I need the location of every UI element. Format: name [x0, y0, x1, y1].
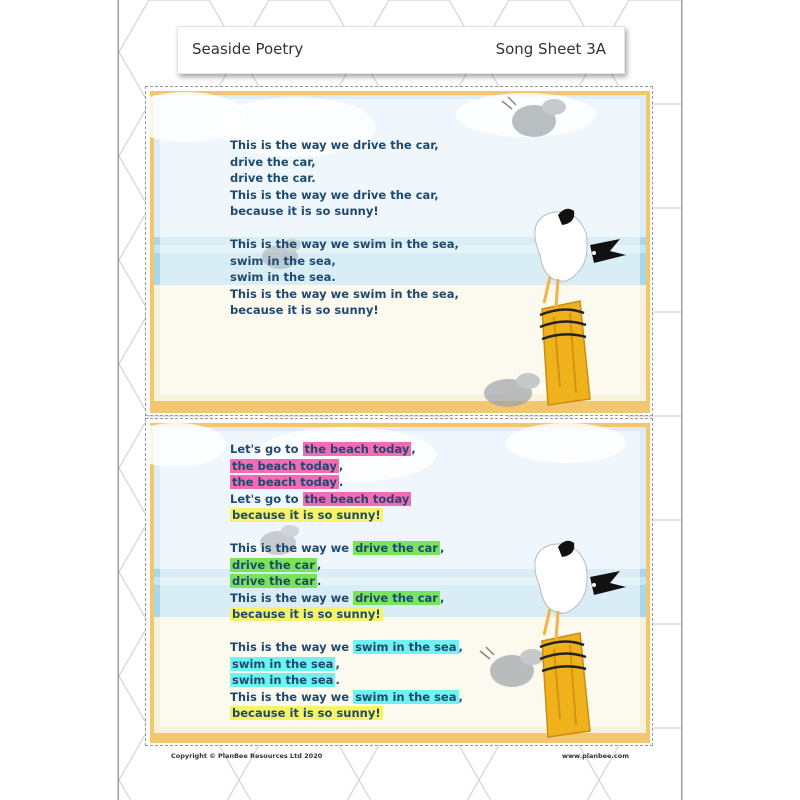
verse-line: swim in the sea,	[230, 253, 336, 268]
verse-line: drive the car.	[230, 171, 316, 185]
highlight-cyan: swim in the sea	[232, 673, 334, 687]
verse-line: drive the car .	[232, 574, 322, 588]
highlight-pink: the beach today	[232, 475, 337, 489]
highlight-yellow: because it is so sunny!	[232, 607, 381, 621]
verse-line: swim in the sea ,	[232, 656, 340, 671]
verse-line: because it is so sunny!	[230, 303, 379, 317]
highlight-cyan: swim in the sea	[355, 640, 457, 654]
highlight-green: drive the car	[232, 557, 315, 572]
website-link[interactable]: www.planbee.com	[562, 752, 629, 760]
verse-line: swim in the sea .	[232, 673, 340, 687]
verse-line: This is the way we swim in the sea,	[230, 286, 459, 301]
highlight-green: drive the car	[232, 574, 315, 588]
highlight-pink: the beach today	[304, 491, 410, 506]
copyright-notice: Copyright © PlanBee Resources Ltd 2020	[171, 752, 323, 760]
verse-line	[230, 507, 463, 524]
worksheet-page	[118, 0, 682, 800]
bottom-song-text	[230, 441, 463, 722]
highlight-yellow: because it is so sunny!	[232, 706, 381, 720]
verse-line: swim in the sea.	[230, 270, 336, 284]
verse-line	[230, 606, 463, 623]
page-header	[177, 26, 625, 74]
highlight-green: drive the car	[355, 541, 438, 555]
verse-line: the beach today .	[232, 475, 344, 489]
verse-line: because it is so sunny!	[230, 204, 379, 218]
song-card-top	[145, 86, 653, 416]
verse-line: Let's go to the beach today ,	[230, 442, 416, 456]
verse-line: drive the car ,	[232, 557, 322, 572]
verse-line: This is the way we swim in the sea ,	[230, 640, 463, 654]
verse-line: the beach today ,	[232, 458, 344, 473]
verse-line: drive the car,	[230, 154, 316, 169]
verse-line: This is the way we drive the car,	[230, 138, 439, 152]
highlight-pink: the beach today	[304, 442, 410, 456]
song-card-bottom	[145, 418, 653, 746]
verse-line: This is the way we drive the car,	[230, 187, 439, 202]
verse-line: This is the way we drive the car ,	[230, 590, 445, 605]
top-song-text	[230, 137, 459, 319]
page-title: Seaside Poetry	[192, 40, 304, 58]
verse-line: Let's go to the beach today	[230, 491, 410, 506]
verse-line: This is the way we swim in the sea ,	[230, 689, 463, 704]
sheet-label: Song Sheet 3A	[495, 40, 606, 58]
verse-line: This is the way we drive the car ,	[230, 541, 445, 555]
highlight-cyan: swim in the sea	[232, 656, 334, 671]
highlight-green: drive the car	[355, 590, 438, 605]
highlight-pink: the beach today	[232, 458, 337, 473]
verse-line	[230, 705, 463, 722]
highlight-cyan: swim in the sea	[355, 689, 457, 704]
verse-line: This is the way we swim in the sea,	[230, 237, 459, 251]
highlight-yellow: because it is so sunny!	[232, 508, 381, 522]
